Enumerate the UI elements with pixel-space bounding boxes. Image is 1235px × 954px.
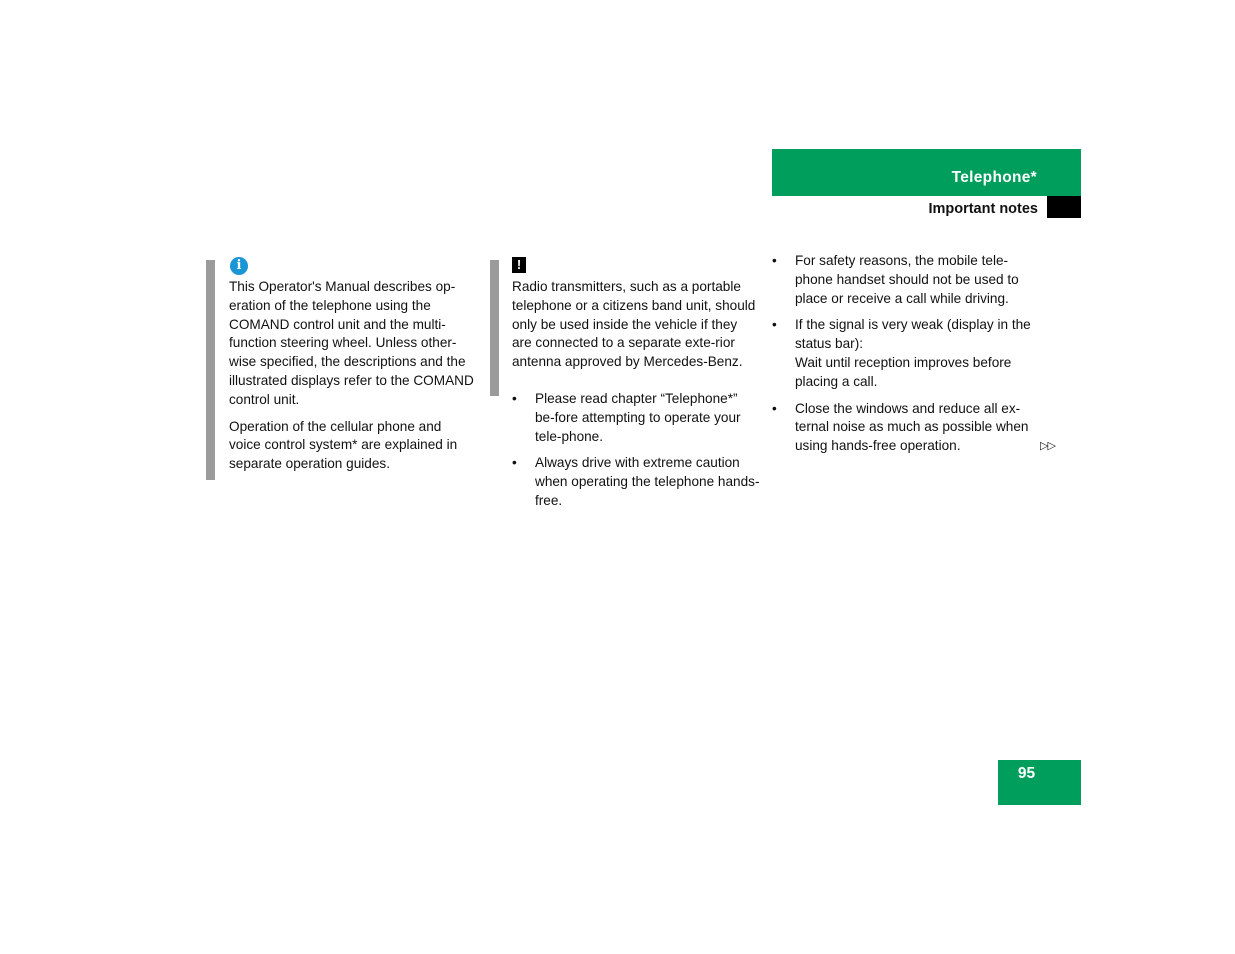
chapter-title: Telephone* [951, 169, 1037, 186]
info-icon: i [230, 257, 248, 275]
bullet-icon: • [512, 390, 517, 406]
list-item: • Please read chapter “Telephone*” be-fore attempting to operate your tele-phone. [512, 390, 741, 444]
info-paragraph: Operation of the cellular phone and voice control system* are explained in separate operation guides. [229, 418, 458, 472]
warning-column [512, 257, 760, 519]
safety-column [772, 252, 1042, 464]
bullet-list [772, 252, 1042, 456]
page-number-box [998, 760, 1081, 805]
bullet-icon: • [772, 400, 777, 416]
warning-sidebar-bar [490, 260, 499, 396]
continue-arrow-icon: ▷▷ [1040, 440, 1055, 452]
bullet-icon: • [772, 253, 777, 268]
page-number: 95 [1017, 765, 1036, 782]
warning-text: Radio transmitters, such as a portable telephone or a citizens band unit, should only be used inside the vehicle if they are connected to a separate exte-rior antenna approved by Mercedes-Benz. [512, 279, 756, 370]
bullet-icon: • [772, 317, 777, 333]
bullet-icon: • [512, 455, 517, 471]
bullet-list [512, 390, 760, 511]
chapter-header-band [772, 149, 1081, 196]
list-item: • Close the windows and reduce all ex-ternal noise as much as possible when using hands-free operation. [772, 400, 1029, 454]
list-item: • Always drive with extreme caution when operating the telephone hands-free. [512, 455, 760, 508]
warning-icon: ! [512, 257, 526, 273]
note-sidebar-bar [206, 260, 215, 480]
section-title: Important notes [928, 201, 1038, 217]
section-marker [1047, 196, 1081, 218]
info-note [229, 257, 474, 482]
info-paragraph: This Operator's Manual describes op-eration of the telephone using the COMAND control unit and the multi-function steering wheel. Unless other-wise specified, the descriptions and the illustrated displays refer to the COMAND control unit. [229, 279, 474, 407]
signal-followup: Wait until reception improves before placing a call. [795, 354, 1012, 389]
list-item: • For safety reasons, the mobile tele-phone handset should not be used to place or receive a call while driving. [772, 253, 1019, 306]
list-item: • If the signal is very weak (display in the status bar): Wait until reception improves before placing a call. [772, 317, 1031, 389]
